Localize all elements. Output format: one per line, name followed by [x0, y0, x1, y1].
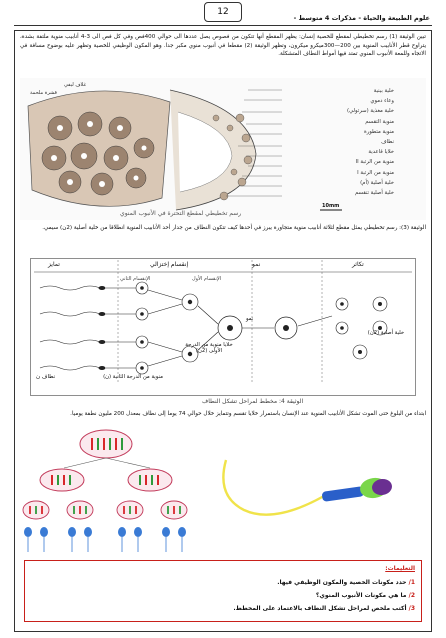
sperm-illustration — [214, 436, 414, 548]
figure-1-labels — [284, 86, 394, 198]
label-sperm-n: نطاف ن — [36, 374, 56, 380]
spermatogenesis-diagram — [30, 258, 416, 396]
label-interstitial-cell: خلية بينية — [373, 88, 394, 94]
phase-growth: نمو — [252, 261, 261, 268]
scale-label: 10mm — [322, 203, 340, 209]
paragraph-3: ابتداء من البلوغ حتى الموت تشكل الأنابيب المنوية عند الإنسان باستمرار خلايا تقسم وتتمايز خلال حوالي 74 يوما إلى نطاف بمعدل 200 مليون نطفة يوميا. — [70, 411, 426, 417]
label-secondary-spermatocytes: منوية من الدرجة الثانية (ن) — [103, 374, 163, 380]
label-first-division: الإنقسام الأول — [192, 276, 222, 282]
label-second-division: الإنقسام الثاني — [120, 276, 151, 282]
label-blood-vessel: وعاء دموي — [370, 98, 394, 105]
label-developing-spermatid: منوية متطورة — [363, 128, 394, 135]
header-divider — [14, 25, 432, 26]
question-3-number: 3/ — [408, 605, 415, 612]
small-sperm — [24, 527, 186, 552]
label-primary-spermatocytes: خلايا منوية من الدرجة الأولى (2ن) — [185, 342, 233, 354]
label-fibrous-envelope: غلاف ليفي — [64, 82, 87, 88]
phase-meiosis: إنقسام إختزالي — [150, 261, 189, 268]
label-growth: نمو — [246, 316, 254, 322]
page-number: 12 — [204, 2, 242, 22]
question-1-text: حدد مكونات الخصية والمكون الوظيفي فيها. — [277, 579, 407, 586]
parent-cell — [80, 430, 132, 458]
question-3-text: أكتب ملخص لمراحل تشكل النطاف بالاعتماد على المخطط. — [233, 605, 407, 612]
label-albuginea: قشرة ملحمة — [30, 90, 57, 96]
page-header: علوم الطبيعة والحياة - مذكرات 4 متوسط - — [293, 14, 430, 22]
label-sperm: نطاف — [381, 139, 394, 146]
paragraph-1: تبين الوثيقة (1) رسم تخطيطي لمقطع للخصية إنسان: يظهر المقطع أنها تتكون من فصوص يصل عددها الى حوالي 400فص وفي كل فص الى 3-4 أنابيب منوية ملتفة بشدة، يتراوح قطر الأنابيب المنوية بين 200—300ميكرو ميكرون، وتظهر الوثيقة (2) مقطعا في أنبوب منوي مكبر جدا. وهو المكون الوظيفي للخصية وتظهر عليه بوضوح مسافة في الاتجاه وللمعة الأنبوب المنوي تمتد فيها أمواط النطاف المتشكلة. — [20, 34, 427, 58]
label-basal-cells: خلايا قاعدية — [368, 149, 394, 156]
paragraph-2: الوثيقة (3): رسم تخطيطي يمثل مقطع لثلاثة أنابيب منوية متجاورة يبرز في أحدها كيف تتكون النطاف من جدار أحد الأنابيب المنوية انطلاقا من خلية أصلية (2ن) سيمي. — [42, 225, 426, 231]
question-1-number: 1/ — [408, 579, 415, 586]
label-dividing-spermatid: منوية التقسم — [365, 118, 394, 125]
label-sertoli-cell: خلية مغذية (سرتولي) — [346, 108, 394, 115]
sperm-tail — [223, 460, 324, 515]
sperm-midpiece — [322, 486, 365, 502]
label-primary-spermatocyte: منوية من الرتبة I — [357, 169, 394, 176]
label-stem-cell: خلية أصلية (أم) — [360, 179, 394, 186]
label-stem-cell-2n: خلية أصلية (2ن) — [367, 330, 405, 336]
question-2 — [316, 592, 415, 599]
phase-differentiation: تمايز — [48, 261, 60, 268]
instructions-box — [24, 560, 422, 622]
question-2-number: 2/ — [408, 592, 415, 599]
instructions-title: التعليمات: — [385, 565, 415, 572]
label-secondary-spermatocyte: منوية من الرتبة II — [355, 159, 394, 166]
label-dividing-stem-cell: خلية أصلية تنقسم — [355, 190, 394, 197]
question-1 — [277, 579, 415, 586]
question-3 — [233, 605, 415, 612]
question-2-text: ما هي مكونات الأنبوب المنوي؟ — [315, 592, 407, 599]
granddaughter-cells — [23, 501, 187, 519]
phase-multiplication: تكاثر — [352, 261, 364, 268]
figure-3-caption: الوثيقة 4: مخطط لمراحل تشكل النطاف — [202, 398, 304, 405]
meiosis-illustration — [18, 428, 196, 558]
figure-1-caption: رسم تخطيطي لمقطع التحترة في الأنبوب المنوي — [120, 210, 242, 217]
